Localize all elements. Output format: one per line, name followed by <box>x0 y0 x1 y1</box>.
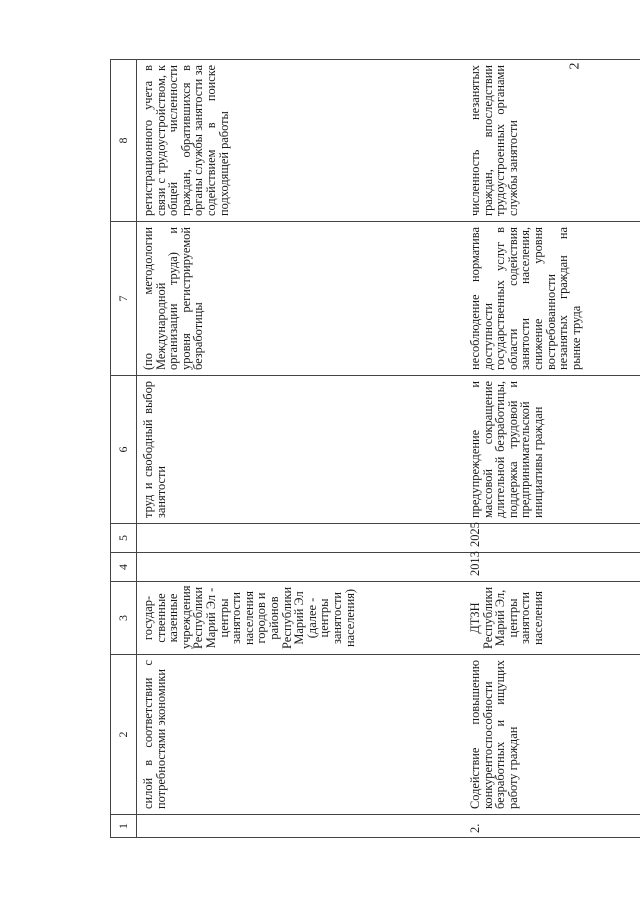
row-number: 2. <box>447 815 640 838</box>
measure-name: Содействие повышению конкурентоспособности безработных и ищущих работу граждан <box>447 655 640 815</box>
non-implementation-consequences: несоблюдение норматива доступности государственных услуг в области содействия занятости населения, снижение уровня востребованности незанятых граждан на рынке труда <box>447 222 640 376</box>
program-measures-table <box>110 59 640 838</box>
header-col-6: 6 <box>111 376 137 524</box>
table-row <box>447 60 640 838</box>
rotated-table-sheet <box>110 60 640 838</box>
responsible-executor: государ-ственные казенные учреждения Республики Марий Эл - центры занятости населения городов и районов Республики Марий Эл (далее - центры занятости населения) <box>137 582 448 655</box>
measure-name: силой в соответствии с потребностями экономики <box>137 655 448 815</box>
header-col-4: 4 <box>111 553 137 582</box>
table-row <box>137 60 448 838</box>
expected-result: предупреждение и массовой сокращение длительной безработицы, поддержка трудовой и предпринимательской инициативы граждан <box>447 376 640 524</box>
expected-result: труд и свободный выбор занятости <box>137 376 448 524</box>
header-col-7: 7 <box>111 222 137 376</box>
start-year: 2013 <box>447 553 640 582</box>
non-implementation-consequences: (по методологии Международной организации труда) и уровня регистрируемой безработицы <box>137 222 448 376</box>
header-col-5: 5 <box>111 524 137 553</box>
start-year <box>137 553 448 582</box>
header-col-2: 2 <box>111 655 137 815</box>
header-col-8: 8 <box>111 60 137 222</box>
end-year <box>137 524 448 553</box>
row-number <box>137 815 448 838</box>
header-col-1: 1 <box>111 815 137 838</box>
related-indicators: регистрационного учета в связи с трудоустройством, к общей численности граждан, обратившихся в органы службы занятости за содействием в поиске подходящей работы <box>137 60 448 222</box>
page-number: 2 <box>567 62 583 70</box>
header-col-3: 3 <box>111 582 137 655</box>
related-indicators: численность незанятых граждан, впоследствии трудоустроенных органами службы занятости <box>447 60 640 222</box>
end-year: 2025 <box>447 524 640 553</box>
table-header-row <box>111 60 137 838</box>
responsible-executor: ДТЗН Республики Марий Эл, центры занятости населения <box>447 582 640 655</box>
